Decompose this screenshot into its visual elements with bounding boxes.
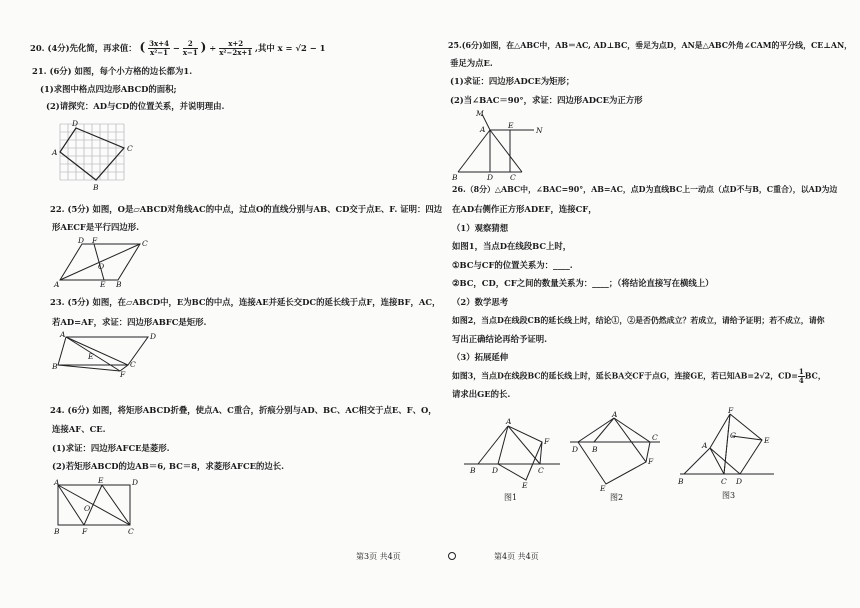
fig1-caption: 图1 bbox=[504, 493, 518, 502]
q21-part1: (1)求图中格点四边形ABCD的面积; bbox=[40, 84, 177, 94]
q26-section1: （1）观察猜想 bbox=[452, 223, 509, 233]
q21-label-B: B bbox=[93, 183, 99, 192]
q24-part1: (1)求证：四边形AFCE是菱形. bbox=[52, 443, 170, 453]
q25-label-C: C bbox=[510, 173, 516, 182]
q24-label-E: E bbox=[98, 476, 104, 485]
q22-figure bbox=[54, 236, 154, 288]
fig2-label-D: D bbox=[572, 445, 579, 454]
fig2-label-F: F bbox=[648, 457, 654, 466]
fig1-label-A: A bbox=[506, 417, 512, 426]
q22-label-E: E bbox=[100, 280, 106, 289]
q24-label-A: A bbox=[54, 478, 60, 487]
q20-frac-b: $\frac{2}{x-1}$ bbox=[182, 39, 198, 57]
q20-line: 20. (4分)先化简，再求值： ( $\frac{3x+4}{\text{x²−1}}$ − $\frac{2}{x-1}$ ) ÷ $\frac{x+2}{\text{x²−2x+1}}$ ,其中 x = √2 − 1 bbox=[30, 39, 326, 57]
fig1-label-D: D bbox=[492, 466, 499, 475]
q22-line2: 形AECF是平行四边形. bbox=[52, 222, 140, 232]
q24-label-C: C bbox=[128, 527, 134, 536]
q26-section2: （2）数学思考 bbox=[452, 297, 509, 307]
q26-line1: 26.（8分）△ABC中，∠BAC=90°，AB=AC，点D为直线BC上一动点（点D不与B，C重合），以AD为边 bbox=[452, 185, 838, 194]
q20-head: 20. (4分)先化简，再求值： bbox=[30, 43, 137, 53]
q21-label-D: D bbox=[72, 119, 79, 128]
q21-label-A: A bbox=[52, 148, 58, 157]
q21-label-C: C bbox=[127, 144, 133, 153]
q22-label-A: A bbox=[54, 280, 60, 289]
q25-label-B: B bbox=[452, 173, 458, 182]
q23-line1: 23. (5分) 如图，在▱ABCD中，E为BC的中点，连接AE并延长交DC的延长线于点F，连接BF，AC， bbox=[50, 297, 441, 307]
q23-label-A: A bbox=[60, 330, 66, 339]
q22-label-B: B bbox=[116, 280, 122, 289]
fig1-label-B: B bbox=[470, 466, 476, 475]
fig3-caption: 图3 bbox=[722, 491, 736, 500]
q26-line2: 在AD右侧作正方形ADEF，连接CF， bbox=[452, 204, 597, 214]
fig3-label-B: B bbox=[678, 477, 684, 486]
q26-figure1 bbox=[462, 414, 562, 490]
q23-label-B: B bbox=[52, 362, 58, 371]
left-footer: 第3页 共4页 bbox=[356, 552, 401, 561]
fig2-caption: 图2 bbox=[610, 493, 624, 502]
right-footer: 第4页 共4页 bbox=[494, 552, 539, 561]
q25-line2: 垂足为点E. bbox=[450, 58, 493, 68]
fig3-label-E: E bbox=[764, 436, 770, 445]
q26-s2b: 写出正确结论再给予证明. bbox=[452, 334, 548, 344]
fig1-label-C: C bbox=[538, 466, 544, 475]
q20-tail: ,其中 x = √2 − 1 bbox=[255, 43, 326, 53]
q22-label-C: C bbox=[142, 239, 148, 248]
q26-section3: （3）拓展延伸 bbox=[452, 352, 509, 362]
q22-label-O: O bbox=[98, 262, 105, 271]
fig3-label-C: C bbox=[721, 477, 727, 486]
q23-label-E: E bbox=[88, 352, 94, 361]
q23-line2: 若AD=AF，求证：四边形ABFC是矩形. bbox=[52, 317, 207, 327]
q21-figure bbox=[50, 118, 140, 194]
q25-part1: (1)求证：四边形ADCE为矩形； bbox=[450, 76, 575, 86]
q25-label-E: E bbox=[508, 121, 514, 130]
q25-label-A: A bbox=[480, 125, 486, 134]
fig2-label-B: B bbox=[592, 445, 598, 454]
q20-frac-c: $\frac{x+2}{\text{x²−2x+1}}$ bbox=[219, 39, 253, 57]
q25-figure bbox=[450, 108, 543, 182]
q24-part2: (2)若矩形ABCD的边AB＝6, BC＝8，求菱形AFCE的边长. bbox=[52, 461, 285, 471]
q24-label-F: F bbox=[82, 527, 88, 536]
fig3-label-A: A bbox=[702, 441, 708, 450]
q24-figure bbox=[52, 475, 142, 537]
fig3-label-D: D bbox=[736, 477, 743, 486]
right-page bbox=[430, 0, 860, 608]
q25-label-D: D bbox=[487, 173, 494, 182]
fig3-label-F: F bbox=[728, 406, 734, 415]
q23-label-F: F bbox=[120, 370, 126, 379]
q24-label-O: O bbox=[84, 504, 91, 513]
q24-line1: 24. (6分) 如图，将矩形ABCD折叠，使点A、C重合，折痕分别与AD、BC、AC相交于点E、F、O， bbox=[50, 405, 437, 415]
fig2-label-A: A bbox=[612, 410, 618, 419]
q24-label-B: B bbox=[54, 527, 60, 536]
fig1-label-E: E bbox=[522, 481, 528, 490]
q25-label-N: N bbox=[536, 126, 543, 135]
q26-s3b: 请求出GE的长. bbox=[452, 389, 511, 399]
q23-figure bbox=[52, 331, 160, 377]
fig2-label-E: E bbox=[600, 484, 606, 493]
q24-line2: 连接AF、CE. bbox=[52, 424, 106, 434]
q20-frac-a: $\frac{3x+4}{\text{x²−1}}$ bbox=[149, 39, 169, 57]
q26-s1b: ①BC与CF的位置关系为：____. bbox=[452, 260, 573, 270]
q26-frac: $\frac{1}{4}$ bbox=[798, 367, 804, 385]
q25-label-M: M bbox=[476, 109, 484, 118]
q25-part2: (2)当∠BAC＝90°，求证：四边形ADCE为正方形 bbox=[450, 95, 643, 105]
fig3-label-G: G bbox=[730, 431, 736, 440]
q26-s1c: ②BC，CD，CF之间的数量关系为：____；（将结论直接写在横线上） bbox=[452, 278, 714, 288]
fig1-label-F: F bbox=[544, 437, 550, 446]
q26-s1a: 如图1，当点D在线段BC上时， bbox=[452, 241, 572, 251]
fig2-label-C: C bbox=[652, 433, 658, 442]
q21-part2: (2)请探究：AD与CD的位置关系，并说明理由. bbox=[46, 101, 225, 111]
q22-line1: 22. (5分) 如图，O是▱ABCD对角线AC的中点，过点O的直线分别与AB、CD交于点E、F. 证明：四边 bbox=[50, 204, 443, 214]
q26-s2a: 如图2，当点D在线段CB的延长线上时，结论①，②是否仍然成立？若成立，请给予证明；若不成立，请你 bbox=[452, 316, 825, 325]
q24-label-D: D bbox=[132, 478, 139, 487]
q22-label-D: D bbox=[78, 236, 85, 245]
q26-figure3 bbox=[674, 404, 778, 490]
q22-label-F: F bbox=[92, 236, 98, 245]
q26-s3a: 如图3，当点D在线段BC的延长线上时，延长BA交CF于点G，连接GE，若已知AB=2√2，CD= $\frac{1}{4}$ BC， bbox=[452, 367, 826, 385]
q26-figure2 bbox=[564, 412, 666, 492]
q25-line1: 25.(6分)如图，在△ABC中，AB＝AC, AD⊥BC，垂足为点D，AN是△ABC外角∠CAM的平分线，CE⊥AN， bbox=[448, 41, 853, 50]
q23-label-C: C bbox=[130, 360, 136, 369]
q21-head: 21. (6分) 如图，每个小方格的边长都为1. bbox=[32, 66, 193, 76]
q23-label-D: D bbox=[150, 332, 157, 341]
